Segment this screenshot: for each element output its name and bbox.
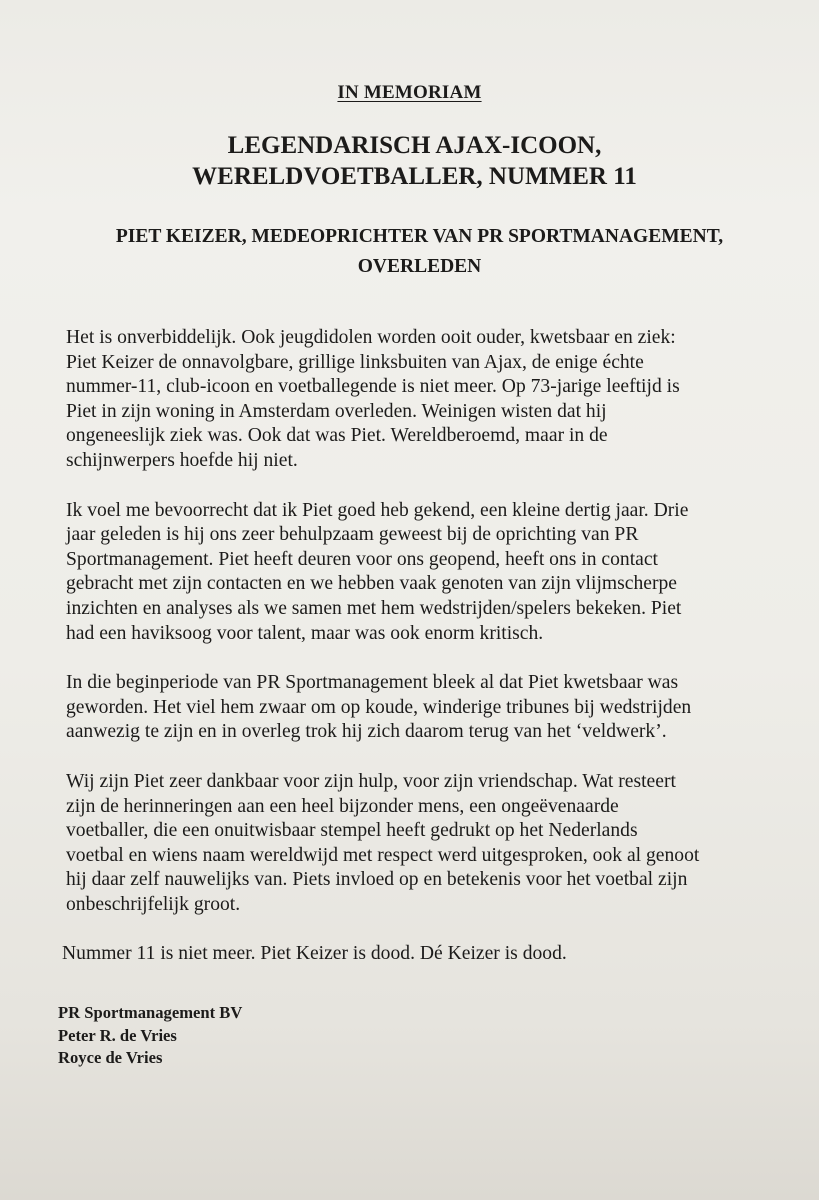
paragraph-line: ongeneeslijk ziek was. Ook dat was Piet. Wereldberoemd, maar in de [66,425,608,447]
title-line: LEGENDARISCH AJAX-ICOON, [227,132,602,159]
paragraph-line: jaar geleden is hij ons zeer behulpzaam geweest bij de oprichting van PR [66,524,639,546]
paragraph-line: Piet in zijn woning in Amsterdam overleden. Weinigen wisten dat hij [66,400,607,422]
paragraph-line: schijnwerpers hoefde hij niet. [66,449,298,471]
paragraph-line: voetbal en wiens naam wereldwijd met respect werd uitgesproken, ook al genoot [66,844,700,866]
paragraph-4 [66,770,763,918]
subtitle-line: OVERLEDEN [357,256,482,277]
paragraph-line: Het is onverbiddelijk. Ook jeugdidolen worden ooit ouder, kwetsbaar en ziek: [66,327,676,348]
signature-block [58,1002,763,1070]
paragraph-line: zijn de herinneringen aan een heel bijzonder mens, een ongeëvenaarde [66,795,619,817]
paragraph-1 [66,326,763,474]
document-subtitle [0,222,819,282]
paragraph-line: Wij zijn Piet zeer dankbaar voor zijn hulp, voor zijn vriendschap. Wat resteert [66,770,676,792]
paragraph-3 [66,671,763,745]
signature-name: Royce de Vries [58,1048,163,1068]
paragraph-line: inzichten en analyses als we samen met hem wedstrijden/spelers bekeken. Piet [66,597,682,619]
paragraph-line: nummer-11, club-icoon en voetballegende is niet meer. Op 73-jarige leeftijd is [66,376,680,398]
paragraph-line: Piet Keizer de onnavolgbare, grillige linksbuiten van Ajax, de enige échte [66,351,644,373]
paragraph-line: In die beginperiode van PR Sportmanagement bleek al dat Piet kwetsbaar was [66,672,679,694]
document-body [0,326,819,1070]
signature-name: Peter R. de Vries [58,1025,177,1045]
paragraph-line: had een haviksoog voor talent, maar was ook enorm kritisch. [66,622,544,644]
paragraph-2 [66,499,763,647]
paragraph-line: geworden. Het viel hem zwaar om op koude, winderige tribunes bij wedstrijden [66,696,692,718]
heading-in-memoriam: IN MEMORIAM [337,82,482,103]
paragraph-line: aanwezig te zijn en in overleg trok hij zich daarom terug van het ‘veldwerk’. [66,721,667,743]
paragraph-line: Sportmanagement. Piet heeft deuren voor ons geopend, heeft ons in contact [66,548,658,570]
paragraph-line: gebracht met zijn contacten en we hebben vaak genoten van zijn vlijmscherpe [66,573,677,595]
paragraph-line: voetballer, die een onuitwisbaar stempel heeft gedrukt op het Nederlands [66,820,638,842]
signature-company: PR Sportmanagement BV [58,1003,243,1023]
paragraph-line: Ik voel me bevoorrecht dat ik Piet goed heb gekend, een kleine dertig jaar. Drie [66,499,689,521]
document-title [0,130,819,192]
paragraph-line: hij daar zelf nauwelijks van. Piets invloed op en betekenis voor het voetbal zijn [66,869,688,891]
paragraph-line: onbeschrijfelijk groot. [66,893,241,915]
closing-statement: Nummer 11 is niet meer. Piet Keizer is dood. Dé Keizer is dood. [62,943,567,965]
title-line: WERELDVOETBALLER, NUMMER 11 [192,163,637,190]
subtitle-line: PIET KEIZER, MEDEOPRICHTER VAN PR SPORTMANAGEMENT, [115,226,724,247]
